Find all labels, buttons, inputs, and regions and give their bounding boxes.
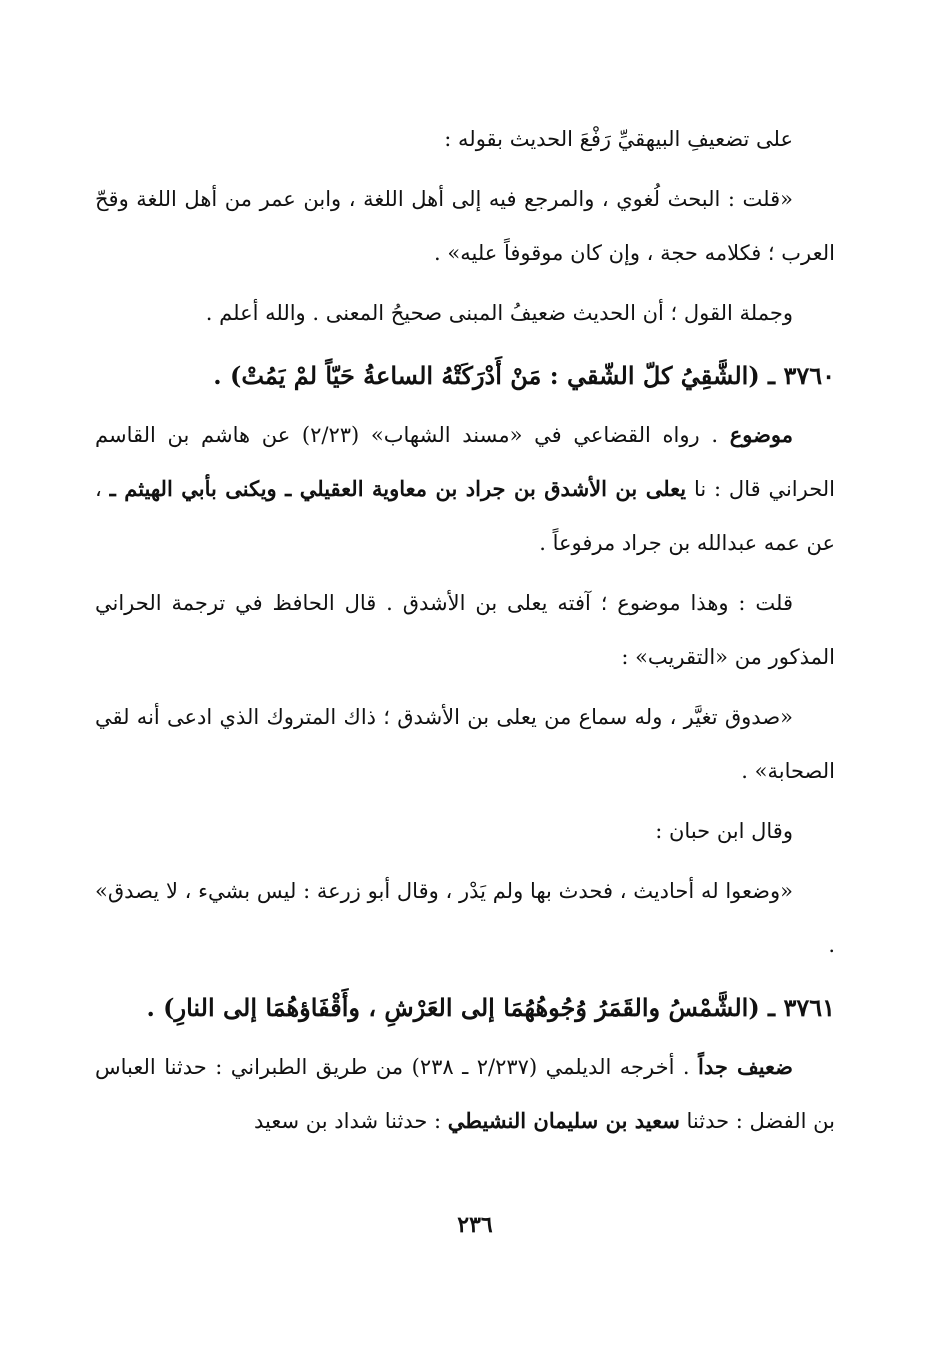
narrator-name: يعلى بن الأشدق بن جراد بن معاوية العقيلي ـ ويكنى بأبي الهيثم ـ: [109, 476, 687, 501]
paragraph-text: . رواه القضاعي في «مسند الشهاب» (٢/٢٣) عن هاشم بن القاسم الحراني قال : نا: [95, 423, 836, 501]
grading-label: موضوع: [729, 422, 793, 447]
paragraph-grading-3761: [95, 1040, 835, 1148]
paragraph-ibn-hibban: وقال ابن حبان :: [655, 819, 793, 843]
paragraph-grading-3760: [95, 408, 835, 570]
grading-label: ضعيف جداً: [698, 1054, 793, 1079]
quote-1: «قلت : البحث لُغوي ، والمرجع فيه إلى أهل اللغة ، وابن عمر من أهل اللغة وقحّ العرب ؛ فكلامه حجة ، وإن كان موقوفاً عليه» .: [95, 187, 835, 265]
paragraph-text: : حدثنا شداد بن سعيد: [253, 1109, 448, 1133]
page-number: ٢٣٦: [457, 1212, 493, 1238]
hadith-heading-3760: ٣٧٦٠ ـ (الشَّقِيُ كلّ الشّقي : مَنْ أَدْرَكَتْهُ الساعةُ حَيّاً لمْ يَمُتْ) .: [213, 361, 835, 390]
paragraph-conclusion: وجملة القول ؛ أن الحديث ضعيفُ المبنى صحيحُ المعنى . والله أعلم .: [205, 301, 793, 325]
paragraph-text: ، عن عمه عبدالله بن جراد مرفوعاً .: [95, 477, 835, 555]
page-body: [95, 112, 835, 1148]
paragraph-1: على تضعيفِ البيهقيِّ رَفْعَ الحديث بقوله :: [444, 127, 793, 151]
hadith-heading-3761: ٣٧٦١ ـ (الشَّمْسُ والقَمَرُ وُجُوهُهُمَا إلى العَرْشِ ، وأَقْفَاؤهُمَا إلى النارِ) .: [146, 993, 835, 1022]
paragraph-text: . أخرجه الديلمي (٢/٢٣٧ ـ ٢٣٨) من طريق الطبراني : حدثنا العباس بن الفضل : حدثنا: [95, 1055, 835, 1133]
narrator-name: سعيد بن سليمان النشيطي: [447, 1108, 680, 1133]
quote-2: «صدوق تغيَّر ، وله سماع من يعلى بن الأشدق ؛ ذاك المتروك الذي ادعى أنه لقي الصحابة» .: [95, 705, 835, 783]
paragraph-commentary: قلت : وهذا موضوع ؛ آفته يعلى بن الأشدق . قال الحافظ في ترجمة الحراني المذكور من «التقريب» :: [95, 591, 835, 669]
quote-3: «وضعوا له أحاديث ، فحدث بها ولم يَدْر ، وقال أبو زرعة : ليس بشيء ، لا يصدق» .: [95, 879, 835, 957]
